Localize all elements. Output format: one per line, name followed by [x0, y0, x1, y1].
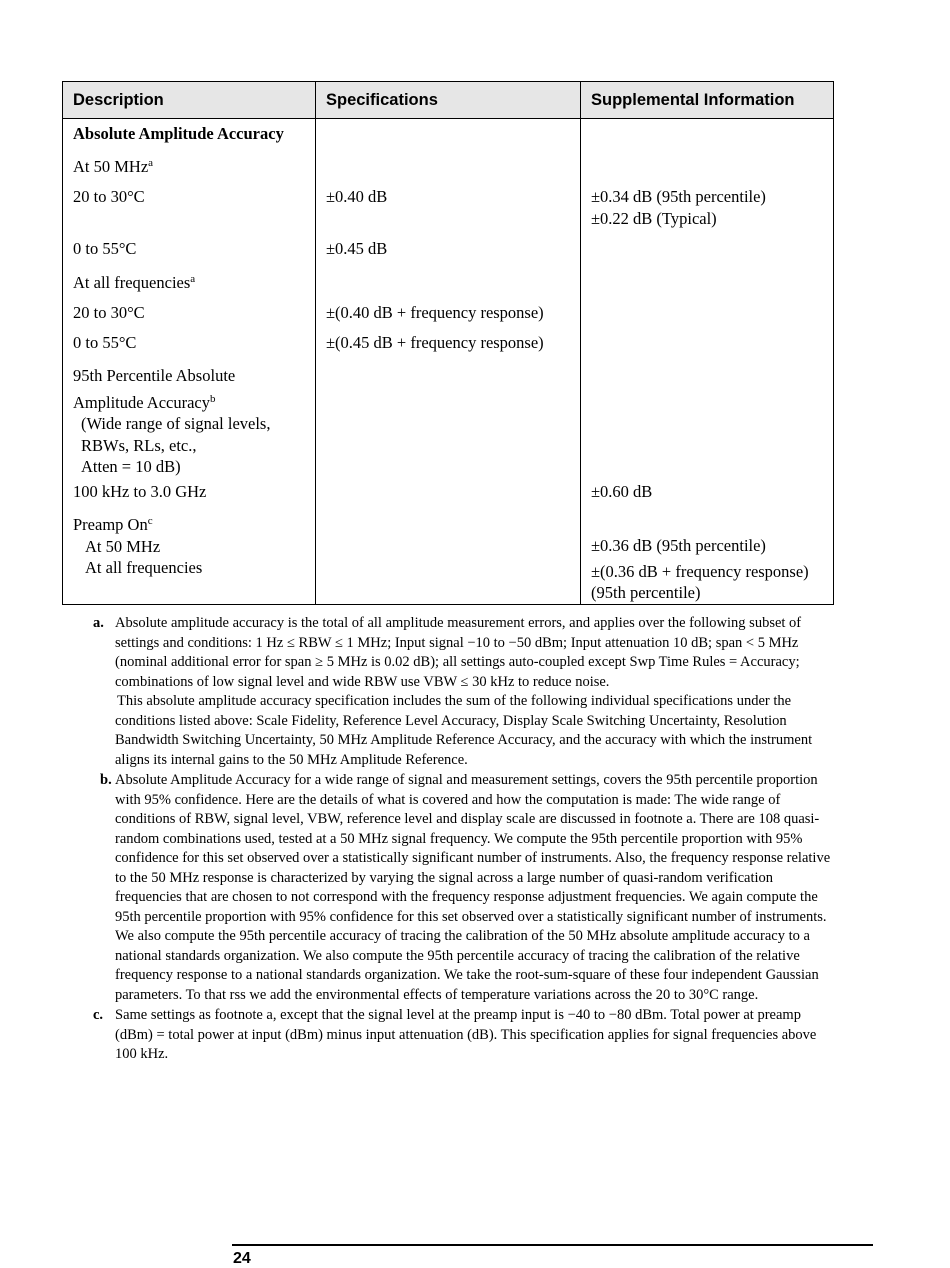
footnote-label: c.: [93, 1007, 104, 1023]
row-spec: ±(0.45 dB + frequency response): [316, 332, 581, 362]
table-row: [63, 332, 834, 362]
row-spec: ±0.40 dB: [316, 186, 581, 237]
table-row: [63, 186, 834, 237]
supp-line: ±0.34 dB (95th percentile): [591, 187, 766, 206]
row-supp: ±0.36 dB (95th percentile) ±(0.36 dB + frequency response) (95th percentile): [581, 514, 834, 604]
footnote-ref: c: [147, 515, 153, 527]
row-label-at-50mhz: At 50 MHz$^a$: [63, 152, 316, 186]
row-spec: ±(0.40 dB + frequency response): [316, 302, 581, 332]
row-label-all-frequencies: At all frequencies$^a$: [63, 272, 316, 302]
footnote-ref: a: [190, 273, 196, 285]
footnote-paragraph: Same settings as footnote a, except that the signal level at the preamp input is −40 to −80 dBm. Total power at preamp (dBm) = total power at input (dBm) minus input attenuation (dB). This specification applies for signal frequencies above 100 kHz.: [115, 1007, 817, 1062]
row-desc: 20 to 30°C: [63, 302, 316, 332]
table-row: [63, 514, 834, 604]
row-desc: 0 to 55°C: [63, 237, 316, 272]
footer-rule: [232, 1244, 873, 1246]
supp-line: ±0.22 dB (Typical): [591, 208, 717, 228]
table-row: [63, 272, 834, 302]
header-supplemental-information: Supplemental Information: [581, 82, 834, 119]
table-row: [63, 302, 834, 332]
row-desc: 0 to 55°C: [63, 332, 316, 362]
row-label-preamp-on: Preamp On$^c$ At 50 MHz At all frequencies: [63, 514, 316, 604]
footnote-a: [88, 614, 833, 770]
footnote-b: [88, 771, 833, 1005]
row-spec: ±0.45 dB: [316, 237, 581, 272]
footnote-paragraph: Absolute Amplitude Accuracy for a wide range of signal and measurement settings, covers the 95th percentile proportion with 95% confidence. Here are the details of what is covered and how the computation is made: The wide range of conditions of RBW, signal level, VBW, reference level and display scale are discussed in footnote a. There are 108 quasi-random combinations used, tested at a 50 MHz signal frequency. We compute the 95th percentile proportion with 95% confidence for this set observed over a statistically significant number of instruments. Also, the frequency response relative to the 50 MHz response is characterized by varying the signal across a large number of quasi-random verification frequencies that are chosen to not correspond with the frequency response adjustment frequencies. We again compute the 95th percentile proportion with 95% confidence for this set observed over a statistically significant number of instruments. We also compute the 95th percentile accuracy of tracing the calibration of the 50 MHz absolute amplitude accuracy to a national standards organization. We also compute the 95th percentile accuracy of tracing the calibration of the relative frequency response to a national standards organization. We take the root-sum-square of these four independent Gaussian parameters. To that rss we add the environmental effects of temperature variations across the 20 to 30°C range.: [115, 772, 831, 1003]
row-desc: 100 kHz to 3.0 GHz: [63, 481, 316, 514]
section-title: Absolute Amplitude Accuracy: [63, 119, 316, 153]
header-specifications: Specifications: [316, 82, 581, 119]
footnotes: [88, 614, 833, 1065]
table-header-row: [63, 82, 834, 119]
row-desc: 20 to 30°C: [63, 186, 316, 237]
footnote-label: b.: [100, 772, 112, 788]
footnote-paragraph: Absolute amplitude accuracy is the total of all amplitude measurement errors, and applies over the following subset of settings and conditions: 1 Hz ≤ RBW ≤ 1 MHz; Input signal −10 to −50 dBm; Input attenuation 10 dB; span < 5 MHz (nominal additional error for span ≥ 5 MHz is 0.02 dB); all settings auto-coupled except Swp Time Rules = Accuracy; combinations of low signal level and wide RBW use VBW ≤ 30 kHz to reduce noise.: [115, 615, 802, 690]
header-description: Description: [63, 82, 316, 119]
row-label-95th-percentile: 95th Percentile Absolute Amplitude Accuracy$^b$ (Wide range of signal levels, RBWs, RLs, etc., Atten = 10 dB): [63, 362, 316, 481]
specifications-table: [62, 81, 834, 605]
footnote-label: a.: [93, 615, 104, 631]
table-row: [63, 481, 834, 514]
table-row: [63, 362, 834, 481]
footnote-c: [88, 1006, 833, 1065]
table-row: [63, 237, 834, 272]
table-row: [63, 119, 834, 153]
row-supp: ±0.60 dB: [581, 481, 834, 514]
row-supp: [581, 186, 834, 237]
table-row: [63, 152, 834, 186]
footnote-ref: b: [210, 392, 216, 405]
page-number: 24: [233, 1250, 251, 1267]
footnote-ref: a: [148, 157, 154, 169]
footnote-paragraph: This absolute amplitude accuracy specification includes the sum of the following individual specifications under the conditions listed above: Scale Fidelity, Reference Level Accuracy, Display Scale Switching Uncertainty, Resolution Bandwidth Switching Uncertainty, 50 MHz Amplitude Reference Accuracy, and the accuracy with which the instrument aligns its internal gains to the 50 MHz Amplitude Reference.: [115, 693, 813, 768]
